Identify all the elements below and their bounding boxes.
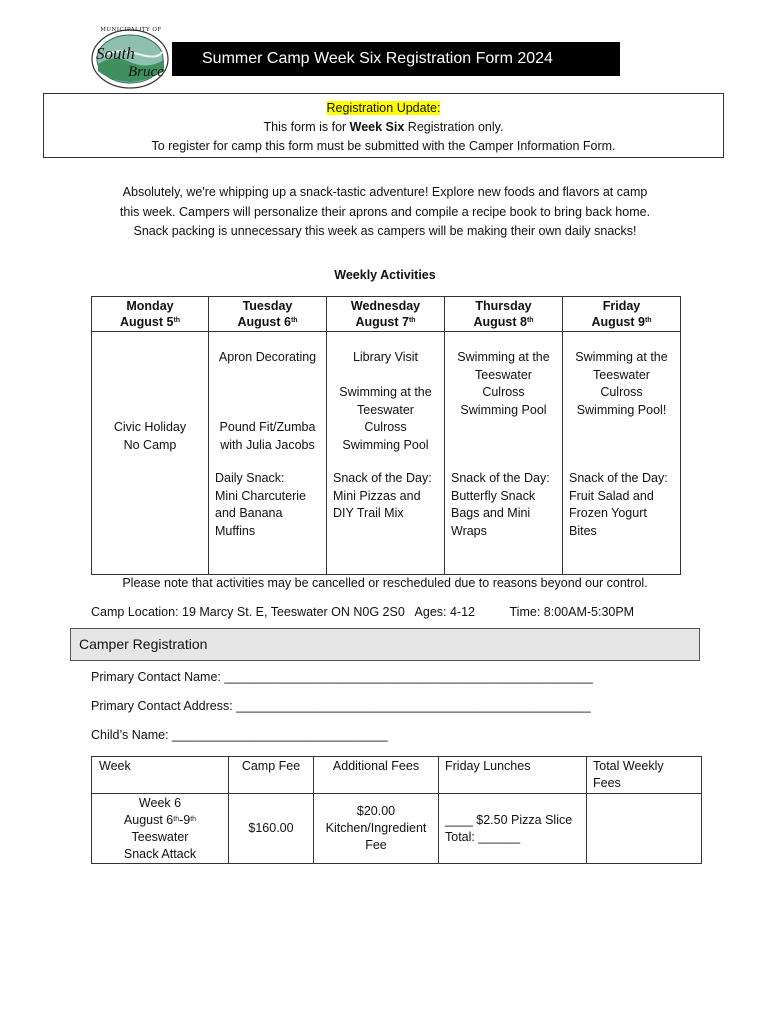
camp-location: Camp Location: 19 Marcy St. E, Teeswater ON N0G 2S0 <box>91 605 405 619</box>
day-header-monday: Monday August 5th <box>92 297 209 332</box>
child-name-field[interactable]: Child’s Name: _______________________________ <box>91 728 388 742</box>
fees-lunches-cell[interactable]: ____ $2.50 Pizza Slice Total: ______ <box>439 794 587 864</box>
update-line-1: This form is for Week Six Registration only. <box>263 120 504 134</box>
fees-header-week: Week <box>92 757 229 794</box>
logo-bruce-text: Bruce <box>128 64 164 80</box>
update-line-2: To register for camp this form must be submitted with the Camper Information Form. <box>151 139 616 153</box>
friday-activities: Swimming at the Teeswater Culross Swimming Pool! Snack of the Day: Fruit Salad and Frozen Yogurt Bites <box>563 332 681 575</box>
day-header-tuesday: Tuesday August 6th <box>209 297 327 332</box>
weekly-activities-table <box>91 296 681 575</box>
intro-paragraph: Absolutely, we're whipping up a snack-tastic adventure! Explore new foods and flavors at camp this week. Campers will personalize their aprons and compile a recipe book to bring back home. Snack packing is unnecessary this week as campers will be making their own daily snacks! <box>119 185 651 238</box>
day-header-thursday: Thursday August 8th <box>445 297 563 332</box>
logo-arc-text: MUNICIPALITY OF <box>100 27 162 33</box>
wednesday-activities: Library Visit Swimming at the Teeswater Culross Swimming Pool Snack of the Day: Mini Pizzas and DIY Trail Mix <box>327 332 445 575</box>
form-title: Summer Camp Week Six Registration Form 2024 <box>172 42 620 76</box>
tuesday-activities: Apron Decorating Pound Fit/Zumba with Julia Jacobs Daily Snack: Mini Charcuterie and Banana Muffins <box>209 332 327 575</box>
fees-header-lunches: Friday Lunches <box>439 757 587 794</box>
logo-south-text: South <box>96 44 135 63</box>
camp-ages: Ages: 4-12 <box>414 605 475 619</box>
weekly-activities-heading: Weekly Activities <box>334 268 436 282</box>
fees-additional-cell: $20.00 Kitchen/Ingredient Fee <box>314 794 439 864</box>
fees-header-camp-fee: Camp Fee <box>229 757 314 794</box>
day-header-wednesday: Wednesday August 7th <box>327 297 445 332</box>
day-header-friday: Friday August 9th <box>563 297 681 332</box>
fees-header-additional: Additional Fees <box>314 757 439 794</box>
fees-week-cell: Week 6 August 6th-9th Teeswater Snack Attack <box>92 794 229 864</box>
thursday-activities: Swimming at the Teeswater Culross Swimming Pool Snack of the Day: Butterfly Snack Bags and Mini Wraps <box>445 332 563 575</box>
registration-update-box <box>43 93 724 158</box>
fees-header-total: Total Weekly Fees <box>587 757 702 794</box>
camp-details <box>91 605 634 619</box>
municipality-logo <box>88 26 174 92</box>
camper-registration-heading: Camper Registration <box>70 628 700 661</box>
primary-contact-name-field[interactable]: Primary Contact Name: _____________________________________________________ <box>91 670 593 684</box>
fees-table <box>91 756 702 864</box>
primary-contact-address-field[interactable]: Primary Contact Address: ___________________________________________________ <box>91 699 591 713</box>
registration-update-label: Registration Update: <box>326 101 441 115</box>
fees-camp-fee-cell: $160.00 <box>229 794 314 864</box>
cancellation-note: Please note that activities may be cancelled or rescheduled due to reasons beyond our control. <box>122 576 648 590</box>
monday-activities: Civic Holiday No Camp <box>92 332 209 575</box>
camp-time: Time: 8:00AM-5:30PM <box>509 605 635 619</box>
fees-total-cell[interactable] <box>587 794 702 864</box>
